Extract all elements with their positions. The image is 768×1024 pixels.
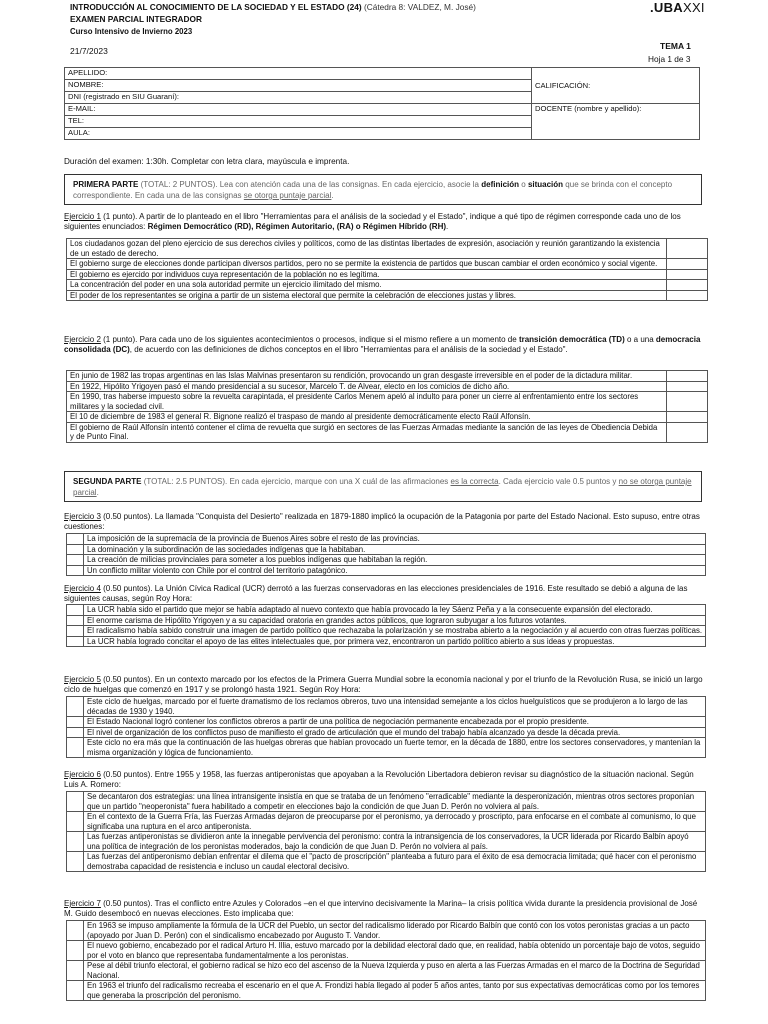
answer-cell[interactable] (667, 269, 708, 280)
ej2-item: En junio de 1982 las tropas argentinas en las Islas Malvinas presentaron su rendición, provocando un gran desgaste irreversible en el poder de la dictadura militar. (67, 371, 667, 382)
ej2-item: El 10 de diciembre de 1983 el general R. Bignone realizó el traspaso de mando al presidente democráticamente electo Raúl Alfonsín. (67, 412, 667, 423)
table-row (67, 290, 708, 301)
logo-main: .UBA (650, 0, 683, 15)
ej2-prompt (64, 335, 704, 355)
course-title (70, 2, 476, 12)
duration-note: Duración del examen: 1:30h. Completar con letra clara, mayúscula e imprenta. (64, 157, 350, 166)
table-row (67, 534, 706, 545)
table-row (67, 981, 706, 1001)
ej5-item: Este ciclo no era más que la continuación de las huelgas obreras que habían provocado un fuerte temor, en la década de 1880, entre los sectores conservadores, y mantenían la misma organización y lógica de funcionamiento. (84, 738, 706, 758)
ej3-table (66, 533, 706, 576)
ej4-item: La UCR había logrado concitar el apoyo de las elites intelectuales que, por primera vez, encontraron un partido político abierto a sus ideas y propuestas. (84, 636, 706, 647)
ej3-label: Ejercicio 3 (64, 512, 101, 521)
table-row (67, 555, 706, 566)
ej3-item: La imposición de la supremacía de la provincia de Buenos Aires sobre el resto de las provincias. (84, 534, 706, 545)
ej4-table (66, 604, 706, 647)
ej3-prompt (64, 512, 704, 532)
answer-cell[interactable] (667, 290, 708, 301)
table-row (67, 697, 706, 717)
ej6-item: Las fuerzas antiperonistas se dividieron ante la innegable pervivencia del peronismo: contra la intransigencia de los conservadores, la UCR liderada por Ricardo Balbín apoyó una política de integración de los peronistas moderados, bajo la condición de que Juan D. Perón no volviera al país. (84, 832, 706, 852)
ej1-table (66, 238, 708, 301)
ej6-label: Ejercicio 6 (64, 770, 101, 779)
field-tel[interactable]: TEL: (65, 116, 532, 128)
checkbox-cell[interactable] (67, 981, 84, 1001)
ej1-item: Los ciudadanos gozan del pleno ejercicio de sus derechos civiles y políticos, como de las distintas libertades de expresión, asociación y reunión garantizando la existencia de un estado de derecho. (67, 239, 667, 259)
checkbox-cell[interactable] (67, 534, 84, 545)
part1-bold-sit: situación (527, 180, 564, 189)
ej5-prompt (64, 675, 704, 695)
exam-date: 21/7/2023 (70, 46, 108, 56)
ej7-item: En 1963 se impuso ampliamente la fórmula de la UCR del Pueblo, un sector del radicalismo liderado por Ricardo Balbín que contó con los votos peronistas gracias a un pacto (apoyado por Juan D. Perón) con el sindicalismo encabezado por Augusto T. Vandor. (84, 921, 706, 941)
tema-label: TEMA 1 (660, 41, 691, 51)
ej4-item: El radicalismo había sabido construir una imagen de partido político que rechazaba la polarización y se mostraba abierto a la negociación y al acuerdo con otras fuerzas políticas. (84, 626, 706, 637)
table-row (67, 269, 708, 280)
checkbox-cell[interactable] (67, 941, 84, 961)
ej7-item: Pese al débil triunfo electoral, el gobierno radical se hizo eco del ascenso de la Nueva Izquierda y puso en alerta a las Fuerzas Armadas en el marco de la Doctrina de Seguridad Nacional. (84, 961, 706, 981)
checkbox-cell[interactable] (67, 615, 84, 626)
ej2-table (66, 370, 708, 443)
table-row (67, 259, 708, 270)
part2-instructions (64, 471, 702, 502)
table-row (67, 812, 706, 832)
part1-instructions (64, 174, 702, 205)
logo-suffix: XXI (682, 0, 705, 15)
ej4-label: Ejercicio 4 (64, 584, 101, 593)
table-row (67, 565, 706, 576)
checkbox-cell[interactable] (67, 792, 84, 812)
table-row (67, 727, 706, 738)
ej5-label: Ejercicio 5 (64, 675, 101, 684)
student-info-table (64, 67, 700, 140)
field-apellido[interactable]: APELLIDO: (65, 68, 532, 80)
table-row (67, 381, 708, 392)
table-row (67, 832, 706, 852)
ej7-prompt (64, 899, 704, 919)
table-row (67, 605, 706, 616)
checkbox-cell[interactable] (67, 636, 84, 647)
part1-end: . (331, 191, 334, 200)
ej7-text: (0.50 puntos). Tras el conflicto entre Azules y Colorados –en el que intervino decisivamente la Marina– la crisis política vivida durante la presidencia provisional de José M. Guido desembocó en nuevas elecciones. Esto implicaba que: (64, 899, 698, 918)
ej2-text-b: o a una (626, 335, 654, 344)
checkbox-cell[interactable] (67, 832, 84, 852)
ej7-item: El nuevo gobierno, encabezado por el radical Arturo H. Illia, estuvo marcado por la debilidad electoral dado que, en realidad, había obtenido un porcentaje bajo de votos, seguido por el voto en blanco que representaba fundamentalmente a los peronistas. (84, 941, 706, 961)
ej1-text: (1 punto). A partir de lo planteado en el libro "Herramientas para el análisis de la sociedad y el Estado", indique a qué tipo de régimen corresponde cada uno de los siguientes enunciados: (64, 212, 681, 231)
field-nombre[interactable]: NOMBRE: (65, 80, 532, 92)
ej4-item: La UCR había sido el partido que mejor se había adaptado al nuevo contexto que había provocado la ley Sáenz Peña y a la consecuente expansión del electorado. (84, 605, 706, 616)
ej2-bold-a: transición democrática (TD) (518, 335, 625, 344)
table-row (67, 615, 706, 626)
answer-cell[interactable] (667, 392, 708, 412)
checkbox-cell[interactable] (67, 738, 84, 758)
table-row (67, 941, 706, 961)
course-name: INTRODUCCIÓN AL CONOCIMIENTO DE LA SOCIEDAD Y EL ESTADO (24) (70, 2, 362, 12)
checkbox-cell[interactable] (67, 727, 84, 738)
ej5-item: El Estado Nacional logró contener los conflictos obreros a partir de una política de negociación permanente encabezada por el propio presidente. (84, 717, 706, 728)
answer-cell[interactable] (667, 381, 708, 392)
table-row (67, 626, 706, 637)
part2-underlined-a: es la correcta (450, 477, 499, 486)
table-row (67, 636, 706, 647)
exam-term: Curso Intensivo de Invierno 2023 (70, 27, 193, 36)
checkbox-cell[interactable] (67, 544, 84, 555)
ej1-item: El gobierno surge de elecciones donde participan diversos partidos, pero no se permite la existencia de partidos que buscan cambiar el orden económico y social vigente. (67, 259, 667, 270)
checkbox-cell[interactable] (67, 555, 84, 566)
ej1-item: El poder de los representantes se origina a partir de un sistema electoral que permite la celebración de elecciones justas y libres. (67, 290, 667, 301)
part1-points: (TOTAL: 2 PUNTOS). (140, 180, 218, 189)
table-row (67, 717, 706, 728)
ej5-item: El nivel de organización de los conflictos puso de manifiesto el grado de articulación que el mundo del trabajo había alcanzado ya desde la década previa. (84, 727, 706, 738)
ej3-item: La dominación y la subordinación de las sociedades indígenas que la habitaban. (84, 544, 706, 555)
checkbox-cell[interactable] (67, 717, 84, 728)
ej2-label: Ejercicio 2 (64, 335, 101, 344)
answer-cell[interactable] (667, 422, 708, 442)
ej6-item: En el contexto de la Guerra Fría, las Fuerzas Armadas dejaron de preocuparse por el peronismo, ya derrocado y proscripto, para enfocarse en el combate al comunismo, lo que significaba una ruptura en el arco antiperonista. (84, 812, 706, 832)
table-row (67, 422, 708, 442)
table-row (67, 544, 706, 555)
checkbox-cell[interactable] (67, 605, 84, 616)
uba-logo (650, 0, 705, 15)
table-row (67, 792, 706, 812)
ej7-item: En 1963 el triunfo del radicalismo recreaba el escenario en el que A. Frondizi había llegado al poder 5 años antes, tanto por sus expectativas democráticas como por los temores que generaba la proscripción del peronismo. (84, 981, 706, 1001)
ej2-text-a: (1 punto). Para cada uno de los siguientes acontecimientos o procesos, indique si el mismo refiere a un momento de (103, 335, 517, 344)
ej2-text-c: , de acuerdo con las definiciones de dichos conceptos en el libro "Herramientas para el análisis de la sociedad y el Estado". (129, 345, 568, 354)
table-row (67, 852, 706, 872)
answer-cell[interactable] (667, 239, 708, 259)
answer-cell[interactable] (667, 412, 708, 423)
part2-end: . (96, 488, 99, 497)
ej6-text: (0.50 puntos). Entre 1955 y 1958, las fuerzas antiperonistas que apoyaban a la Revolución Libertadora debieron revisar su diagnóstico de la situación nacional. Según Luis A. Romero: (64, 770, 694, 789)
checkbox-cell[interactable] (67, 697, 84, 717)
table-row (67, 412, 708, 423)
part1-title: PRIMERA PARTE (73, 180, 139, 189)
table-row (67, 371, 708, 382)
checkbox-cell[interactable] (67, 961, 84, 981)
checkbox-cell[interactable] (67, 812, 84, 832)
part1-text-b: que se brinda con el concepto correspondiente. En cada una de las consignas (73, 180, 673, 200)
field-email[interactable]: E-MAIL: (65, 104, 532, 116)
table-row (67, 961, 706, 981)
ej6-item: Las fuerzas del antiperonismo debían enfrentar el dilema que el "pacto de proscripción" planteaba a futuro para el éxito de esa democracia limitada; qué hacer con el peronismo demostraba capacidad de resistencia e incluso un caudal electoral decisivo. (84, 852, 706, 872)
ej7-table (66, 920, 706, 1001)
table-row (67, 239, 708, 259)
part1-underlined: se otorga puntaje parcial (243, 191, 332, 200)
ej1-prompt (64, 212, 704, 232)
exam-title: EXAMEN PARCIAL INTEGRADOR (70, 14, 202, 24)
field-aula[interactable]: AULA: (65, 128, 532, 140)
ej1-bold: Régimen Democrático (RD), Régimen Autoritario, (RA) o Régimen Híbrido (RH) (147, 222, 447, 231)
part2-title: SEGUNDA PARTE (73, 477, 142, 486)
answer-cell[interactable] (667, 259, 708, 270)
ej3-text: (0.50 puntos). La llamada "Conquista del Desierto" realizada en 1879-1880 implicó la ocupación de la Patagonia por parte del Estado Nacional. Esto supuso, entre otras cuestiones: (64, 512, 700, 531)
table-row (67, 392, 708, 412)
part1-text-a: Lea con atención cada una de las consignas. En cada ejercicio, asocie la (219, 180, 479, 189)
ej1-end: . (446, 222, 449, 231)
checkbox-cell[interactable] (67, 921, 84, 941)
field-dni[interactable]: DNI (registrado en SIU Guaraní): (65, 92, 532, 104)
ej6-table (66, 791, 706, 872)
answer-cell[interactable] (667, 280, 708, 291)
part1-or: o (521, 180, 526, 189)
ej2-item: En 1990, tras haberse impuesto sobre la revuelta carapintada, el presidente Carlos Menem apeló al indulto para poner un cierre al enfrentamiento entre los sectores militares y la sociedad civil. (67, 392, 667, 412)
ej5-text: (0.50 puntos). En un contexto marcado por los efectos de la Primera Guerra Mundial sobre la economía nacional y por el triunfo de la Revolución Rusa, se inició un largo ciclo de huelgas que comenzó en 1917 y se prolongó hasta 1921. Según Roy Hora: (64, 675, 703, 694)
ej3-item: La creación de milicias provinciales para someter a los pueblos indígenas que habitaban la región. (84, 555, 706, 566)
ej6-prompt (64, 770, 704, 790)
table-row (67, 738, 706, 758)
answer-cell[interactable] (667, 371, 708, 382)
table-row (67, 921, 706, 941)
checkbox-cell[interactable] (67, 626, 84, 637)
table-row (67, 280, 708, 291)
ej4-prompt (64, 584, 704, 604)
ej2-item: El gobierno de Raúl Alfonsín intentó contener el clima de revuelta que surgió en sectores de las Fuerzas Armadas mediante la sanción de las leyes de Obediencia Debida y de Punto Final. (67, 422, 667, 442)
checkbox-cell[interactable] (67, 852, 84, 872)
catedra: (Cátedra 8: VALDEZ, M. José) (363, 2, 476, 12)
ej7-label: Ejercicio 7 (64, 899, 101, 908)
ej4-item: El enorme carisma de Hipólito Yrigoyen y a su capacidad oratoria en grandes actos públicos, que lograron subyugar a los futuros votantes. (84, 615, 706, 626)
ej6-item: Se decantaron dos estrategias: una línea intransigente insistía en que se trataba de un fenómeno "erradicable" mediante la desperonización, mientras otros sectores proponían que un partido "neoperonista" fuera habilitado a competir en elecciones bajo la condición de que Juan D. Perón no volviera al país. (84, 792, 706, 812)
ej2-bold-b: democracia consolidada (DC) (64, 335, 701, 354)
part2-underlined-b: no se otorga puntaje parcial (73, 477, 692, 497)
field-calificacion[interactable]: CALIFICACIÓN: (532, 68, 700, 104)
ej5-table (66, 696, 706, 758)
part2-text-b: . Cada ejercicio vale 0.5 puntos y (498, 477, 617, 486)
part1-bold-def: definición (481, 180, 520, 189)
field-docente[interactable]: DOCENTE (nombre y apellido): (532, 104, 700, 140)
ej1-item: La concentración del poder en una sola autoridad permite un ejercicio ilimitado del mismo. (67, 280, 667, 291)
ej5-item: Este ciclo de huelgas, marcado por el fuerte dramatismo de los reclamos obreros, tuvo una intensidad semejante a los ciclos huelguísticos que se produjeron a lo largo de las décadas de 1930 y 1940. (84, 697, 706, 717)
part2-text-a: En cada ejercicio, marque con una X cuál de las afirmaciones (229, 477, 449, 486)
page-indicator: Hoja 1 de 3 (648, 54, 691, 64)
part2-points: (TOTAL: 2.5 PUNTOS). (143, 477, 228, 486)
ej4-text: (0.50 puntos). La Unión Cívica Radical (UCR) derrotó a las fuerzas conservadoras en las elecciones presidenciales de 1916. Este resultado se debió a alguna de las siguientes causas, según Roy Hora: (64, 584, 688, 603)
ej2-item: En 1922, Hipólito Yrigoyen pasó el mando presidencial a su sucesor, Marcelo T. de Alvear, electo en los comicios de dicho año. (67, 381, 667, 392)
ej3-item: Un conflicto militar violento con Chile por el control del territorio patagónico. (84, 565, 706, 576)
checkbox-cell[interactable] (67, 565, 84, 576)
ej1-item: El gobierno es ejercido por individuos cuya representación de la población no es legítima. (67, 269, 667, 280)
ej1-label: Ejercicio 1 (64, 212, 101, 221)
